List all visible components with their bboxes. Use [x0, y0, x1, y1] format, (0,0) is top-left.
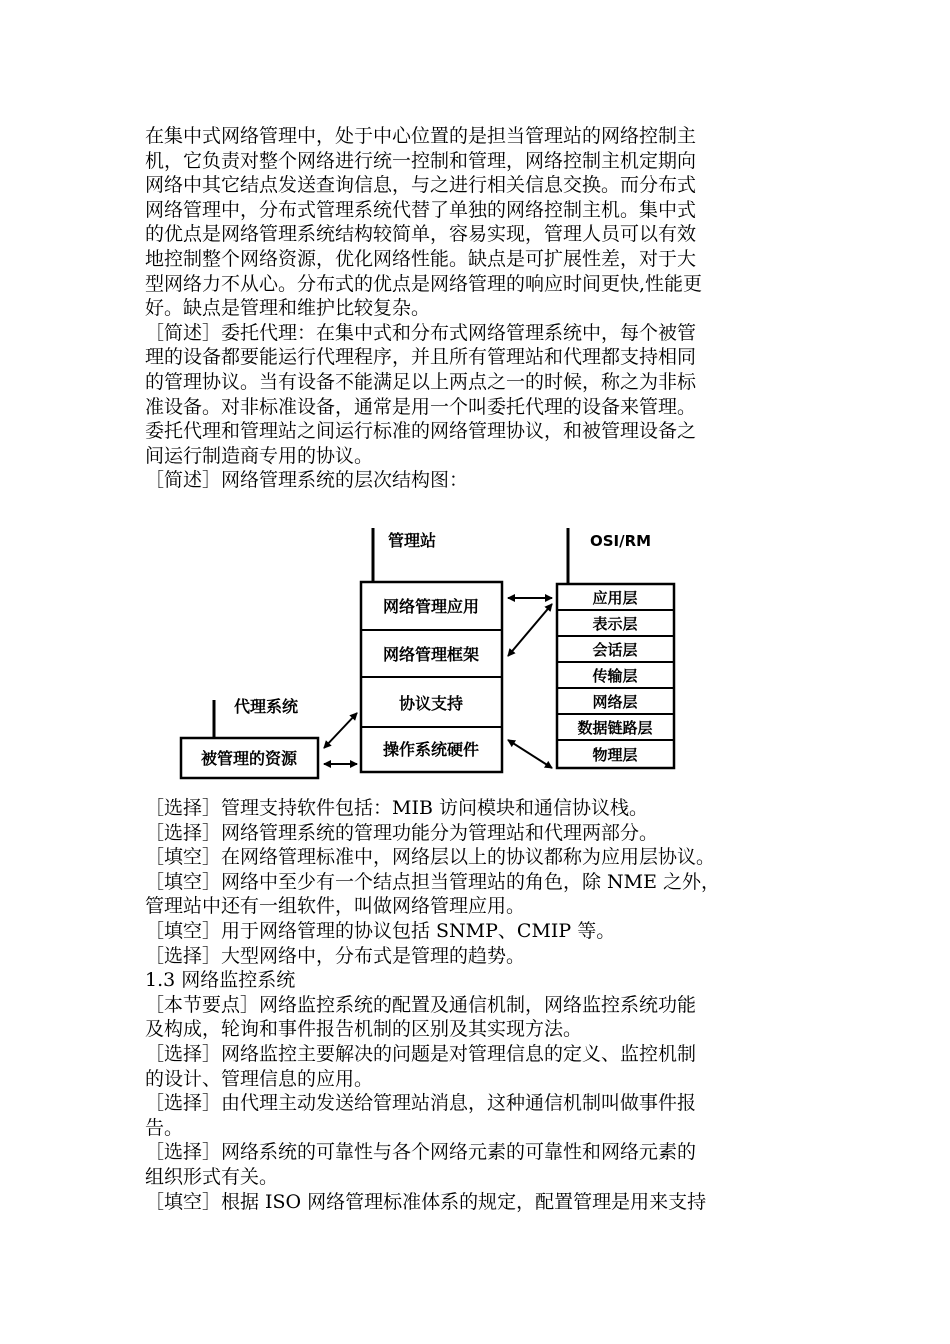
arrow-os-to-physical-layer: [508, 740, 552, 768]
text-line: 网络中其它结点发送查询信息，与之进行相关信息交换。而分布式: [145, 174, 697, 197]
text-line: 在集中式网络管理中，处于中心位置的是担当管理站的网络控制主: [145, 125, 697, 147]
paragraph: [145, 1140, 810, 1189]
text-line: 好。缺点是管理和维护比较复杂。: [145, 297, 431, 320]
text-line: 网络管理中，分布式管理系统代替了单独的网络控制主机。集中式: [145, 198, 697, 221]
network-management-hierarchy-diagram: [178, 522, 688, 790]
managed-resource-label: 被管理的资源: [200, 749, 298, 768]
text-line: 管理站中还有一组软件，叫做网络管理应用。: [145, 895, 526, 918]
paragraph: [145, 796, 810, 821]
manager-layer-os-hardware: 操作系统硬件: [382, 740, 480, 759]
text-line: ［选择］由代理主动发送给管理站消息，这种通信机制叫做事件报: [145, 1092, 697, 1115]
osi-layer-application: 应用层: [592, 589, 638, 607]
text-line: 间运行制造商专用的协议。: [145, 444, 374, 467]
manager-layer-app: 网络管理应用: [382, 597, 480, 616]
paragraph: [145, 321, 810, 469]
paragraph: [145, 1190, 810, 1215]
hierarchy-diagram-svg: [178, 522, 688, 790]
text-line: ［选择］网络系统的可靠性与各个网络元素的可靠性和网络元素的: [145, 1141, 697, 1164]
arrow-framework-to-application-layer: [508, 604, 552, 656]
text-line: ［填空］在网络管理标准中，网络层以上的协议都称为应用层协议。: [145, 846, 716, 869]
text-line: 理的设备都要能运行代理程序，并且所有管理站和代理都支持相同: [145, 346, 697, 369]
text-line: 告。: [145, 1116, 184, 1139]
text-line: 的设计、管理信息的应用。: [145, 1067, 374, 1090]
text-line: ［选择］网络管理系统的管理功能分为管理站和代理两部分。: [145, 821, 659, 844]
manager-layer-protocol: 协议支持: [398, 694, 464, 713]
bottom-text-block: [145, 796, 810, 1214]
text-line: 组织形式有关。: [145, 1165, 279, 1188]
text-line: ［填空］根据 ISO 网络管理标准体系的规定，配置管理是用来支持: [145, 1190, 707, 1213]
arrow-resource-to-protocol: [324, 713, 357, 748]
paragraph: [145, 968, 810, 993]
paragraph: [145, 468, 810, 493]
text-line: ［填空］用于网络管理的协议包括 SNMP、CMIP 等。: [145, 919, 616, 942]
text-line: ［选择］网络监控主要解决的问题是对管理信息的定义、监控机制: [145, 1042, 697, 1065]
paragraph: [145, 845, 810, 870]
text-line: ［填空］网络中至少有一个结点担当管理站的角色，除 NME 之外，: [145, 870, 721, 893]
manager-title-label: 管理站: [388, 531, 437, 550]
paragraph: [145, 821, 810, 846]
osi-layer-datalink: 数据链路层: [577, 719, 653, 737]
text-line: 及构成，轮询和事件报告机制的区别及其实现方法。: [145, 1018, 583, 1041]
text-line: ［选择］管理支持软件包括：MIB 访问模块和通信协议栈。: [145, 797, 648, 819]
paragraph: [145, 944, 810, 969]
paragraph: [145, 1042, 810, 1091]
top-text-block: [145, 124, 810, 493]
text-line: ［简述］委托代理：在集中式和分布式网络管理系统中，每个被管: [145, 321, 697, 344]
text-line: 机，它负责对整个网络进行统一控制和管理，网络控制主机定期向: [145, 149, 697, 172]
text-line: ［本节要点］网络监控系统的配置及通信机制，网络监控系统功能: [145, 993, 697, 1016]
osi-layer-transport: 传输层: [592, 667, 638, 685]
paragraph: [145, 124, 810, 321]
text-line: 型网络力不从心。分布式的优点是网络管理的响应时间更快,性能更: [145, 272, 703, 295]
text-line: 委托代理和管理站之间运行标准的网络管理协议，和被管理设备之: [145, 420, 697, 443]
text-line: ［选择］大型网络中，分布式是管理的趋势。: [145, 944, 526, 967]
paragraph: [145, 870, 810, 919]
osi-layer-session: 会话层: [592, 641, 638, 659]
osi-layer-presentation: 表示层: [592, 615, 638, 633]
text-line: 地控制整个网络资源，优化网络性能。缺点是可扩展性差，对于大: [145, 247, 697, 270]
agent-title-label: 代理系统: [234, 697, 299, 716]
osi-layer-network: 网络层: [592, 693, 638, 711]
paragraph: [145, 1091, 810, 1140]
text-line: 的优点是网络管理系统结构较简单，容易实现，管理人员可以有效: [145, 223, 697, 246]
paragraph: [145, 919, 810, 944]
text-line: 1.3 网络监控系统: [145, 969, 296, 992]
manager-layer-framework: 网络管理框架: [382, 645, 480, 664]
osi-title-label: OSI/RM: [590, 532, 652, 550]
text-line: 的管理协议。当有设备不能满足以上两点之一的时候，称之为非标: [145, 370, 697, 393]
text-line: 准设备。对非标准设备，通常是用一个叫委托代理的设备来管理。: [145, 395, 697, 418]
paragraph: [145, 993, 810, 1042]
osi-layer-physical: 物理层: [592, 746, 638, 764]
text-line: ［简述］网络管理系统的层次结构图：: [145, 469, 469, 492]
